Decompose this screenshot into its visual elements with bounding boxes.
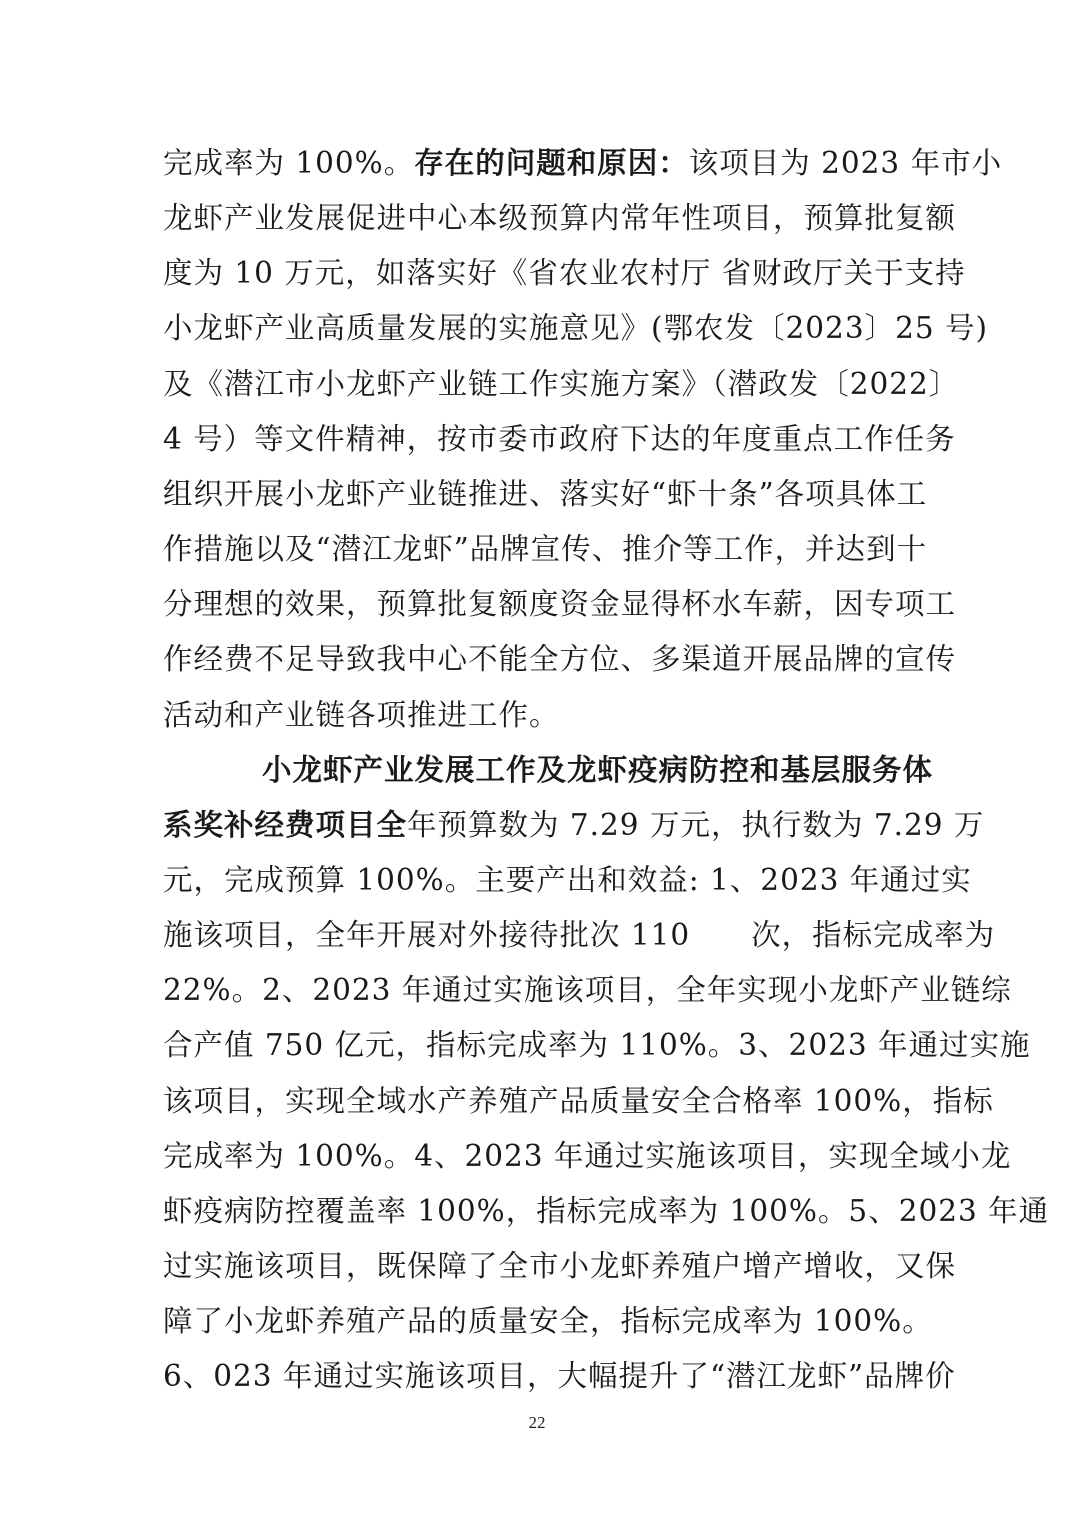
text-segment: 完成率为 100%。 xyxy=(163,146,415,180)
text-segment: 组织开展小龙虾产业链推进、落实好“虾十条”各项具体工 xyxy=(163,476,928,511)
text-line xyxy=(163,417,956,461)
text-line xyxy=(163,1299,933,1343)
text-line xyxy=(163,858,972,902)
text-line xyxy=(163,1189,1050,1233)
text-line xyxy=(163,913,996,957)
text-segment: 作经费不足导致我中心不能全方位、多渠道开展品牌的宣传 xyxy=(163,642,957,677)
text-line xyxy=(163,141,1003,185)
text-line xyxy=(163,306,989,350)
text-line xyxy=(163,968,1012,1012)
text-line xyxy=(163,1023,1031,1067)
text-segment: 度为 10 万元，如落实好《省农业农村厅 省财政厅关于支持 xyxy=(163,256,966,291)
text-segment: 4 号）等文件精神，按市委市政府下达的年度重点工作任务 xyxy=(163,421,956,456)
text-segment: 6、023 年通过实施该项目，大幅提升了“潜江龙虾”品牌价 xyxy=(163,1359,956,1394)
bold-text-segment: 系奖补经费项目全 xyxy=(163,806,408,842)
bold-text-segment: 小龙虾产业发展工作及龙虾疫病防控和基层服务体 xyxy=(262,751,934,787)
text-segment: 合产值 750 亿元，指标完成率为 110%。3、2023 年通过实施 xyxy=(163,1028,1031,1063)
text-segment: 22%。2、2023 年通过实施该项目，全年实现小龙虾产业链综 xyxy=(163,973,1012,1008)
text-segment: 该项目，实现全域水产养殖产品质量安全合格率 100%，指标 xyxy=(163,1083,994,1118)
text-segment: 小龙虾产业高质量发展的实施意见》(鄂农发〔2023〕25 号) xyxy=(163,311,989,346)
text-line xyxy=(163,1244,957,1288)
text-segment: 完成率为 100%。4、2023 年通过实施该项目，实现全域小龙 xyxy=(163,1138,1012,1173)
text-segment: 年预算数为 7.29 万元，执行数为 7.29 万 xyxy=(407,807,985,842)
text-segment: 元，完成预算 100%。主要产出和效益: 1、2023 年通过实 xyxy=(163,862,972,897)
text-segment: 施该项目，全年开展对外接待批次 110 次，指标完成率为 xyxy=(163,918,996,953)
text-line xyxy=(163,803,985,847)
text-line xyxy=(262,748,934,792)
text-segment: 障了小龙虾养殖产品的质量安全，指标完成率为 100%。 xyxy=(163,1304,933,1339)
page-number: 22 xyxy=(528,1413,546,1432)
text-segment: 作措施以及“潜江龙虾”品牌宣传、推介等工作，并达到十 xyxy=(163,532,928,567)
text-segment: 该项目为 2023 年市小 xyxy=(688,146,1003,180)
text-line xyxy=(163,582,957,626)
text-line xyxy=(163,251,966,295)
text-segment: 虾疫病防控覆盖率 100%，指标完成率为 100%。5、2023 年通 xyxy=(163,1193,1050,1228)
text-line xyxy=(163,362,960,406)
text-line xyxy=(163,1134,1012,1178)
text-line xyxy=(163,527,928,571)
text-line xyxy=(163,472,928,516)
text-line xyxy=(163,693,913,737)
bold-text-segment: 存在的问题和原因： xyxy=(414,145,689,180)
text-line xyxy=(163,196,957,240)
text-line xyxy=(163,637,957,681)
text-line xyxy=(163,1354,956,1398)
text-segment: 活动和产业链各项推进工作。 xyxy=(163,697,560,732)
text-segment: 及《潜江市小龙虾产业链工作实施方案》（潜政发〔2022〕 xyxy=(163,366,960,401)
text-segment: 龙虾产业发展促进中心本级预算内常年性项目，预算批复额 xyxy=(163,201,957,236)
text-segment: 过实施该项目，既保障了全市小龙虾养殖户增产增收，又保 xyxy=(163,1249,957,1283)
text-segment: 分理想的效果，预算批复额度资金显得杯水车薪，因专项工 xyxy=(163,587,957,622)
text-line xyxy=(163,1079,994,1123)
